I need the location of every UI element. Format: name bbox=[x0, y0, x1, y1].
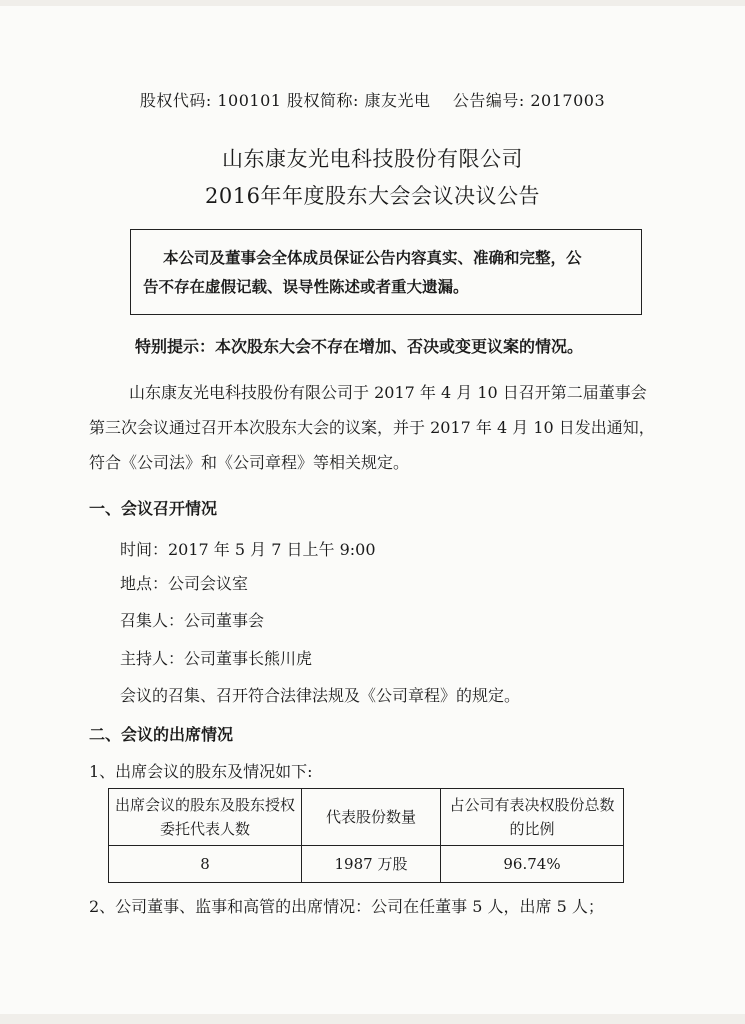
statement-line-1: 本公司及董事会全体成员保证公告内容真实、准确和完整，公 bbox=[163, 248, 582, 267]
notice-number: 2017003 bbox=[530, 91, 606, 110]
directors-attendance: 2、公司董事、监事和高管的出席情况：公司在任董事 5 人，出席 5 人； bbox=[89, 897, 604, 916]
intro-paragraph: 山东康友光电科技股份有限公司于 2017 年 4 月 10 日召开第二届董事会第三次会议通过召开本次股东大会的议案，并于 2017 年 4 月 10 日发出通知，符合《公司法》和《公司章程》等相关规定。 bbox=[89, 383, 655, 472]
meeting-host: 主持人：公司董事长熊川虎 bbox=[120, 649, 313, 668]
scan-edge-bottom bbox=[0, 1014, 745, 1024]
company-name-title: 山东康友光电科技股份有限公司 bbox=[222, 147, 523, 171]
statement-line-2: 告不存在虚假记载、误导性陈述或者重大遗漏。 bbox=[143, 277, 469, 296]
header-cell-shareholders: 出席会议的股东及股东授权委托代表人数 bbox=[109, 789, 302, 846]
stock-abbr: 康友光电 bbox=[364, 91, 431, 110]
meeting-place: 地点：公司会议室 bbox=[120, 574, 249, 593]
section-2-heading: 二、会议的出席情况 bbox=[89, 725, 234, 744]
announcement-title: 2016年年度股东大会会议决议公告 bbox=[205, 184, 540, 208]
header-cell-ratio: 占公司有表决权股份总数的比例 bbox=[441, 789, 624, 846]
header-cell-shares: 代表股份数量 bbox=[302, 789, 441, 846]
table-header-row bbox=[109, 789, 624, 846]
statement-box bbox=[130, 229, 642, 315]
meeting-compliance: 会议的召集、召开符合法律法规及《公司章程》的规定。 bbox=[120, 686, 521, 705]
cell-shareholder-count: 8 bbox=[109, 846, 302, 883]
attendance-table bbox=[108, 788, 624, 883]
notice-number-label: 公告编号: bbox=[452, 91, 525, 110]
cell-share-amount: 1987 万股 bbox=[302, 846, 441, 883]
meeting-time: 时间：2017 年 5 月 7 日上午 9:00 bbox=[120, 540, 376, 559]
table-row bbox=[109, 846, 624, 883]
special-note: 特别提示：本次股东大会不存在增加、否决或变更议案的情况。 bbox=[135, 337, 584, 356]
scan-edge bbox=[0, 0, 745, 6]
stock-code-label: 股权代码: bbox=[139, 91, 212, 110]
meeting-convener: 召集人：公司董事会 bbox=[120, 611, 265, 630]
stock-info-line bbox=[0, 88, 745, 111]
cell-ratio: 96.74% bbox=[441, 846, 624, 883]
stock-abbr-label: 股权简称: bbox=[287, 91, 359, 110]
section-1-heading: 一、会议召开情况 bbox=[89, 499, 218, 518]
attendance-subheading: 1、出席会议的股东及情况如下: bbox=[89, 762, 313, 781]
stock-code: 100101 bbox=[217, 91, 282, 110]
